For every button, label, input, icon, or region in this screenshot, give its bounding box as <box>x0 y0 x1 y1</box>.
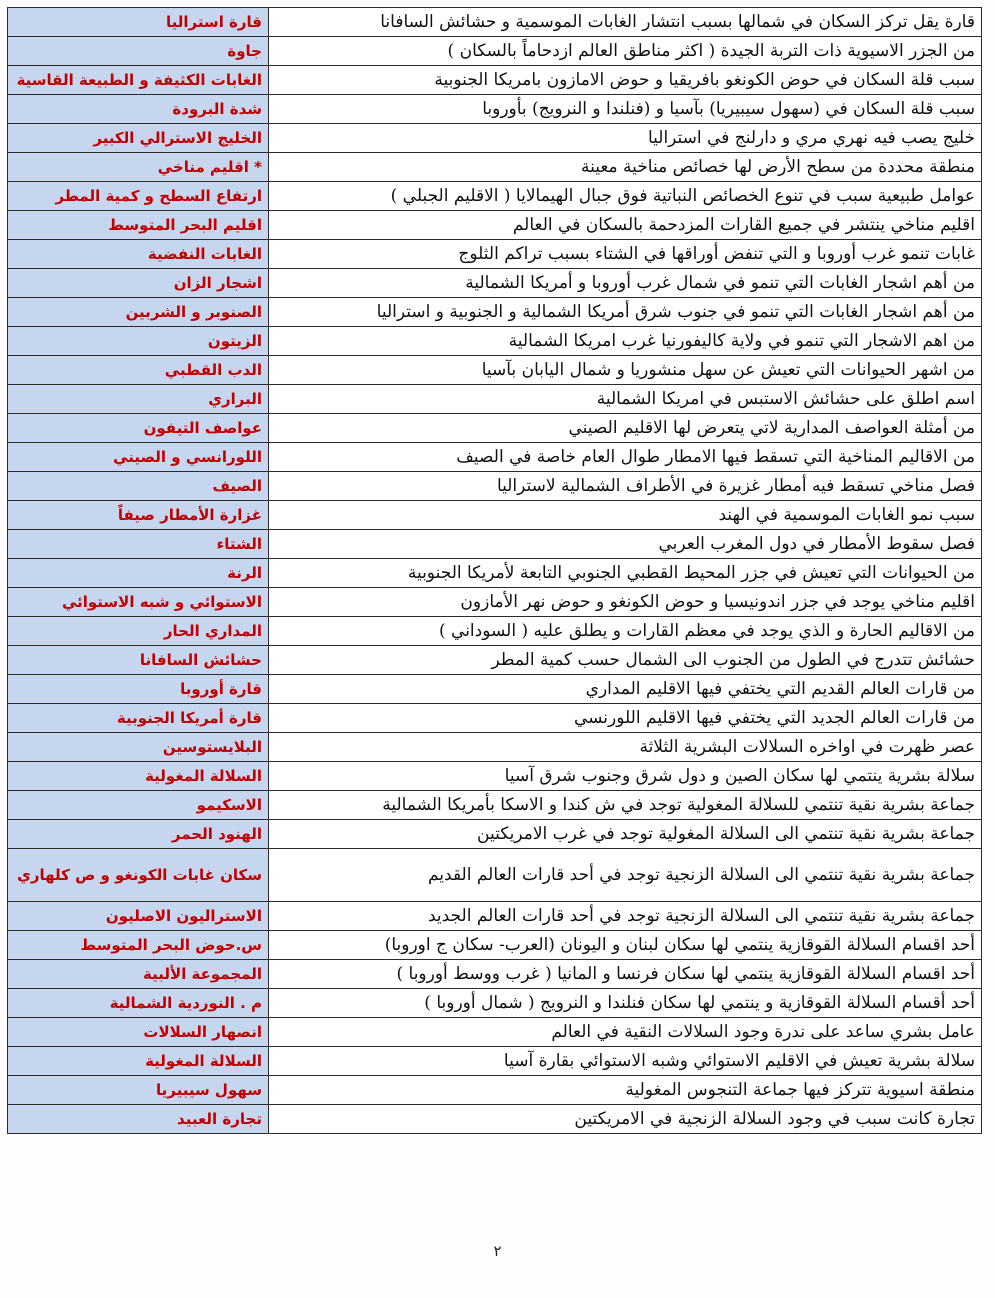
question-cell: من اشهر الحيوانات التي تعيش عن سهل منشوريا و شمال اليابان بآسيا <box>269 356 982 385</box>
answer-cell: سكان غابات الكونغو و ص كلهاري <box>8 849 269 902</box>
question-cell: سبب نمو الغابات الموسمية في الهند <box>269 501 982 530</box>
question-cell: قارة يقل تركز السكان في شمالها بسبب انتشار الغابات الموسمية و حشائش السافانا <box>269 8 982 37</box>
question-cell: اقليم مناخي ينتشر في جميع القارات المزدحمة بالسكان في العالم <box>269 211 982 240</box>
table-row <box>8 1018 982 1047</box>
question-cell: حشائش تتدرج في الطول من الجنوب الى الشمال حسب كمية المطر <box>269 646 982 675</box>
question-cell: فصل مناخي تسقط فيه أمطار غزيرة في الأطراف الشمالية لاستراليا <box>269 472 982 501</box>
question-cell: فصل سقوط الأمطار في دول المغرب العربي <box>269 530 982 559</box>
question-cell: من قارات العالم القديم التي يختفي فيها الاقليم المداري <box>269 675 982 704</box>
question-cell: جماعة بشرية نقية تنتمي الى السلالة الزنجية توجد في أحد قارات العالم القديم <box>269 849 982 902</box>
answer-cell: قارة أوروبا <box>8 675 269 704</box>
answer-cell: حشائش السافانا <box>8 646 269 675</box>
table-row <box>8 501 982 530</box>
table-row <box>8 66 982 95</box>
table-row <box>8 298 982 327</box>
question-cell: من اهم الاشجار التي تنمو في ولاية كاليفورنيا غرب امريكا الشمالية <box>269 327 982 356</box>
table-row <box>8 1105 982 1134</box>
question-cell: أحد أقسام السلالة القوقازية و ينتمي لها سكان فنلندا و النرويج ( شمال أوروبا ) <box>269 989 982 1018</box>
answer-cell: سهول سيبيريا <box>8 1076 269 1105</box>
table-row <box>8 95 982 124</box>
answer-cell: الغابات الكثيفة و الطبيعة القاسية <box>8 66 269 95</box>
answer-cell: انصهار السلالات <box>8 1018 269 1047</box>
question-cell: جماعة بشرية نقية تنتمي للسلالة المغولية توجد في ش كندا و الاسكا بأمريكا الشمالية <box>269 791 982 820</box>
question-cell: من الحيوانات التي تعيش في جزر المحيط القطبي الجنوبي التابعة لأمريكا الجنوبية <box>269 559 982 588</box>
question-cell: اقليم مناخي يوجد في جزر اندونيسيا و حوض الكونغو و حوض نهر الأمازون <box>269 588 982 617</box>
question-cell: سبب قلة السكان في حوض الكونغو بافريقيا و حوض الامازون بامريكا الجنوبية <box>269 66 982 95</box>
table-row <box>8 182 982 211</box>
answer-cell: اشجار الزان <box>8 269 269 298</box>
table-row <box>8 1047 982 1076</box>
table-row <box>8 8 982 37</box>
question-cell: منطقة محددة من سطح الأرض لها خصائص مناخية معينة <box>269 153 982 182</box>
answer-cell: الهنود الحمر <box>8 820 269 849</box>
table-row <box>8 37 982 66</box>
answer-cell: البراري <box>8 385 269 414</box>
table-row <box>8 414 982 443</box>
table-row <box>8 240 982 269</box>
question-cell: اسم اطلق على حشائش الاستبس في امريكا الشمالية <box>269 385 982 414</box>
answer-cell: ارتفاع السطح و كمية المطر <box>8 182 269 211</box>
answer-cell: المداري الحار <box>8 617 269 646</box>
question-cell: من أهم اشجار الغابات التي تنمو في شمال غرب أوروبا و أمريكا الشمالية <box>269 269 982 298</box>
table-row <box>8 989 982 1018</box>
table-row <box>8 530 982 559</box>
table-row <box>8 646 982 675</box>
question-cell: منطقة اسيوية تتركز فيها جماعة التنجوس المغولية <box>269 1076 982 1105</box>
question-cell: من أمثلة العواصف المدارية لاتي يتعرض لها الاقليم الصيني <box>269 414 982 443</box>
table-row <box>8 385 982 414</box>
answer-cell: الاستراليون الاصليون <box>8 902 269 931</box>
table-row <box>8 791 982 820</box>
answer-cell: الصيف <box>8 472 269 501</box>
answer-cell: اقليم البحر المتوسط <box>8 211 269 240</box>
table-row <box>8 211 982 240</box>
question-cell: من الاقاليم المناخية التي تسقط فيها الامطار طوال العام خاصة في الصيف <box>269 443 982 472</box>
table-row <box>8 124 982 153</box>
answer-cell: الزيتون <box>8 327 269 356</box>
question-cell: تجارة كانت سبب في وجود السلالة الزنجية في الامريكتين <box>269 1105 982 1134</box>
answer-cell: س.حوض البحر المتوسط <box>8 931 269 960</box>
answer-cell: الرنة <box>8 559 269 588</box>
table-row <box>8 902 982 931</box>
question-cell: من الجزر الاسيوية ذات التربة الجيدة ( اكثر مناطق العالم ازدحاماً بالسكان ) <box>269 37 982 66</box>
question-cell: جماعة بشرية نقية تنتمي الى السلالة المغولية توجد في غرب الامريكتين <box>269 820 982 849</box>
question-cell: أحد اقسام السلالة القوقازية ينتمي لها سكان لبنان و اليونان (العرب- سكان ج اوروبا) <box>269 931 982 960</box>
table-row <box>8 443 982 472</box>
answer-cell: الغابات النفضية <box>8 240 269 269</box>
table-row <box>8 675 982 704</box>
question-cell: من قارات العالم الجديد التي يختفي فيها الاقليم اللورنسي <box>269 704 982 733</box>
question-cell: عصر ظهرت في اواخره السلالات البشرية الثلاثة <box>269 733 982 762</box>
question-cell: أحد اقسام السلالة القوقازية ينتمي لها سكان فرنسا و المانيا ( غرب ووسط أوروبا ) <box>269 960 982 989</box>
table-row <box>8 269 982 298</box>
table-row <box>8 472 982 501</box>
table-row <box>8 356 982 385</box>
table-row <box>8 588 982 617</box>
answer-cell: الاسكيمو <box>8 791 269 820</box>
questions-table <box>7 7 982 1134</box>
questions-table-body <box>8 8 982 1134</box>
answer-cell: السلالة المغولية <box>8 1047 269 1076</box>
answer-cell: الصنوبر و الشربين <box>8 298 269 327</box>
answer-cell: الشتاء <box>8 530 269 559</box>
table-row <box>8 931 982 960</box>
question-cell: من أهم اشجار الغابات التي تنمو في جنوب شرق أمريكا الشمالية و الجنوبية و استراليا <box>269 298 982 327</box>
answer-cell: قارة أمريكا الجنوبية <box>8 704 269 733</box>
question-cell: من الاقاليم الحارة و الذي يوجد في معظم القارات و يطلق عليه ( السوداني ) <box>269 617 982 646</box>
table-row <box>8 762 982 791</box>
table-row <box>8 849 982 902</box>
answer-cell: م . النوردية الشمالية <box>8 989 269 1018</box>
question-cell: عامل بشري ساعد على ندرة وجود السلالات النقية في العالم <box>269 1018 982 1047</box>
table-row <box>8 820 982 849</box>
question-cell: سلالة بشرية تعيش في الاقليم الاستوائي وشبه الاستوائي بقارة آسيا <box>269 1047 982 1076</box>
answer-cell: تجارة العبيد <box>8 1105 269 1134</box>
answer-cell: السلالة المغولية <box>8 762 269 791</box>
question-cell: غابات تنمو غرب أوروبا و التي تنفض أوراقها في الشتاء بسبب تراكم الثلوج <box>269 240 982 269</box>
question-cell: عوامل طبيعية سبب في تنوع الخصائص النباتية فوق جبال الهيمالايا ( الاقليم الجبلي ) <box>269 182 982 211</box>
page-number: ٢ <box>493 1242 502 1260</box>
answer-cell: اللورانسي و الصيني <box>8 443 269 472</box>
answer-cell: المجموعة الألبية <box>8 960 269 989</box>
question-cell: جماعة بشرية نقية تنتمي الى السلالة الزنجية توجد في أحد قارات العالم الجديد <box>269 902 982 931</box>
table-row <box>8 559 982 588</box>
question-cell: سبب قلة السكان في (سهول سيبيريا) بآسيا و (فنلندا و النرويج) بأوروبا <box>269 95 982 124</box>
table-row <box>8 153 982 182</box>
question-cell: خليج يصب فيه نهري مري و دارلنج في استراليا <box>269 124 982 153</box>
answer-cell: غزارة الأمطار صيفاً <box>8 501 269 530</box>
question-cell: سلالة بشرية ينتمي لها سكان الصين و دول شرق وجنوب شرق آسيا <box>269 762 982 791</box>
table-row <box>8 733 982 762</box>
answer-cell: الدب القطبي <box>8 356 269 385</box>
table-row <box>8 960 982 989</box>
answer-cell: عواصف التيفون <box>8 414 269 443</box>
table-row <box>8 704 982 733</box>
answer-cell: قارة استراليا <box>8 8 269 37</box>
answer-cell: * اقليم مناخي <box>8 153 269 182</box>
table-row <box>8 327 982 356</box>
answer-cell: البلايستوسين <box>8 733 269 762</box>
table-row <box>8 1076 982 1105</box>
answer-cell: شدة البرودة <box>8 95 269 124</box>
answer-cell: الخليج الاسترالي الكبير <box>8 124 269 153</box>
table-row <box>8 617 982 646</box>
answer-cell: الاستوائي و شبه الاستوائي <box>8 588 269 617</box>
answer-cell: جاوة <box>8 37 269 66</box>
